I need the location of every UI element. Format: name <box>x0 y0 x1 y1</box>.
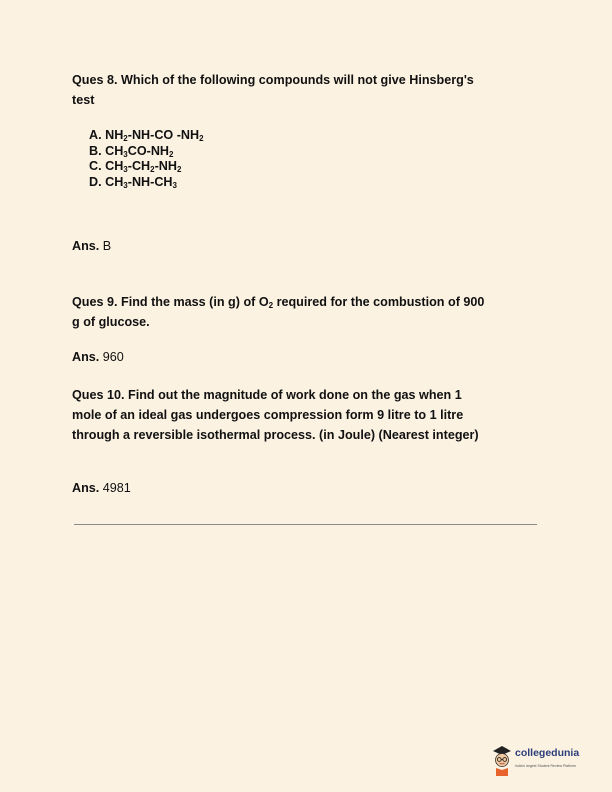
question-10-line-3: through a reversible isothermal process. (in Joule) (Nearest integer) <box>72 428 479 442</box>
question-8-text: Ques 8. Which of the following compounds will not give Hinsberg's <box>72 73 474 87</box>
answer-label: Ans. <box>72 481 100 495</box>
option-a: A. $NH_2-NH-CO$ $-NH_2$ <box>89 128 204 143</box>
question-9 <box>72 292 540 332</box>
question-8 <box>72 70 540 110</box>
collegedunia-logo <box>490 743 590 779</box>
option-b: B. $CH_3CO-NH_2$ <box>89 143 174 159</box>
answer-value: 4981 <box>102 481 131 495</box>
question-9-text-cont: g of glucose. <box>72 315 150 329</box>
option-d: D. $CH_3-NH-CH_3$ <box>89 174 177 190</box>
answer-8 <box>72 239 111 253</box>
brand-tagline: India's largest Student Review Platform <box>515 764 576 768</box>
answer-9 <box>72 350 124 364</box>
question-8-options <box>89 128 204 190</box>
answer-value: 960 <box>102 350 124 364</box>
question-8-text-cont: test <box>72 93 95 107</box>
answer-value: B <box>102 239 112 253</box>
question-10-line-2: mole of an ideal gas undergoes compression form 9 litre to 1 litre <box>72 408 464 422</box>
mascot-icon <box>490 743 514 777</box>
option-c: C. $CH_3-CH_2-NH_2$ <box>89 159 182 174</box>
brand-name: collegedunia <box>515 747 580 759</box>
answer-label: Ans. <box>72 239 100 253</box>
question-10 <box>72 385 540 445</box>
divider <box>74 524 537 525</box>
question-9-text: Ques 9. Find the mass (in g) of $O_2$ required for the combustion of 900 <box>72 295 485 310</box>
answer-label: Ans. <box>72 350 100 364</box>
answer-10 <box>72 481 131 495</box>
question-10-line-1: Ques 10. Find out the magnitude of work done on the gas when 1 <box>72 388 462 402</box>
